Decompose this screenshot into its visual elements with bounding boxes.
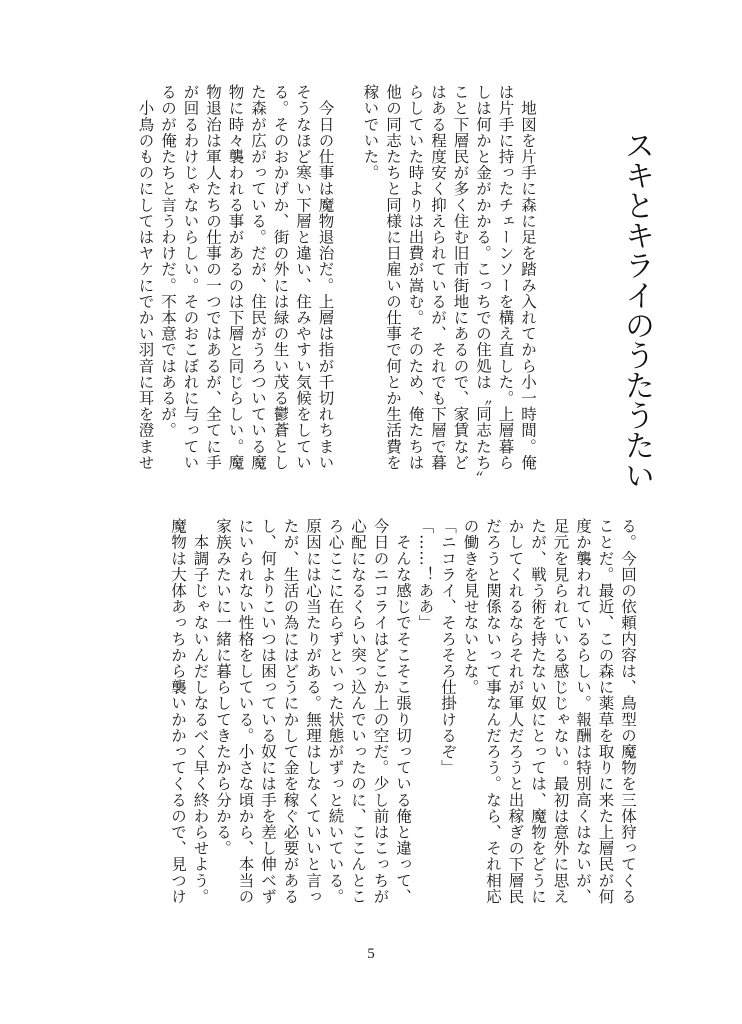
text-column: る。そのおかげか、街の外には緑の生い茂る鬱蒼とし (271, 84, 290, 471)
text-column: 他の同志たちと同様に日雇いの仕事で何とか生活費を (384, 84, 402, 471)
text-column: そうなほど寒い下層と違い、住みやすい気候をしてい (294, 84, 312, 471)
text-column: 魔物は大体あっちから襲いかかってくるので、見つけ (169, 518, 187, 905)
text-column: 地図を片手に森に足を踏み入れてから小一時間。俺 (519, 84, 537, 471)
blank-column (337, 84, 360, 484)
text-column: こと下層民が多く住む旧市街地にあるので、家賃など (451, 84, 470, 471)
text-column: るのが俺たちと言うわけだ。不本意ではあるが。 (159, 84, 177, 439)
text-column: そんな感じでそこそこ張り切っている俺と違って、 (394, 518, 412, 905)
text-column: はある程度安く抑えられているが、それでも下層で暮 (429, 84, 447, 471)
text-column: 本調子じゃないんだしなるべく早く終わらせよう。 (191, 518, 210, 905)
text-column: の働きを見せないとな。 (461, 518, 480, 696)
page-number: 5 (367, 946, 375, 962)
dialogue-column: 「……！ああ」 (416, 518, 435, 631)
text-column: が回るわけじゃないらしい。そのおこぼれに与ってい (181, 84, 200, 471)
text-column: にいられない性格をしている。小さな頃から、本当の (236, 518, 255, 905)
text-column: る。今回の依頼内容は、鳥型の魔物を三体狩ってくる (619, 518, 637, 905)
text-column: た森が広がっている。だが、住民がうろついている魔 (249, 84, 267, 471)
text-column: 今日のニコライはどこか上の空だ。少し前はこっちが (371, 518, 390, 905)
text-block-top (134, 84, 539, 487)
text-column: 小鳥のものにしてはヤケにでかい羽音に耳を澄ませ (136, 84, 155, 471)
text-column: し、何よりこいつは困っている奴には手を差し伸べず (259, 518, 277, 905)
text-column: 稼いでいた。 (361, 84, 380, 181)
text-column: 度か襲われているらしい。報酬は特別高くはないが、 (574, 518, 592, 905)
text-column: しは何かと金がかかる。こっちでの住処は〝同志たち〟 (474, 84, 492, 487)
text-column: たが、戦う術を持たない奴にとっては、魔物をどうに (529, 518, 547, 905)
text-column: 物退治は軍人たちの仕事の一つではあるが、全てに手 (204, 84, 222, 471)
text-column: 足元を見られている感じじゃない。最初は意外に思え (551, 518, 570, 905)
text-column: かしてくれるならそれが軍人だろうと出稼ぎの下層民 (506, 518, 525, 905)
text-column: らしていた時よりは出費が嵩む。そのため、俺たちは (406, 84, 425, 471)
text-column: 原因には心当たりがある。無理はしなくていいと言っ (304, 518, 322, 905)
text-block-bottom (167, 518, 640, 913)
text-column: ことだ。最近、この森に薬草を取りに来た上層民が何 (596, 518, 615, 905)
text-column: は片手に持ったチェーンソーを構え直した。上層暮ら (496, 84, 515, 471)
text-column: ろ心ここに在らずといった状態がずっと続いている。 (326, 518, 345, 905)
text-column: 心配になるくらい突っ込んでいったのに、ここんとこ (349, 518, 367, 905)
chapter-title: スキとキライのうたうたい (619, 130, 654, 490)
text-column: 家族みたいに一緒に暮らしてきたから分かる。 (214, 518, 232, 857)
text-column: 今日の仕事は魔物退治だ。上層は指が千切れちまい (316, 84, 335, 471)
dialogue-column: 「ニコライ、そろそろ仕掛けるぞ」 (439, 518, 457, 776)
text-column: たが、生活の為にはどうにかして金を稼ぐ必要がある (281, 518, 300, 905)
text-column: だろうと関係ないって事なんだろう。なら、それ相応 (484, 518, 502, 905)
text-column: 物に時々襲われる事があるのは下層と同じらしい。魔 (226, 84, 245, 471)
